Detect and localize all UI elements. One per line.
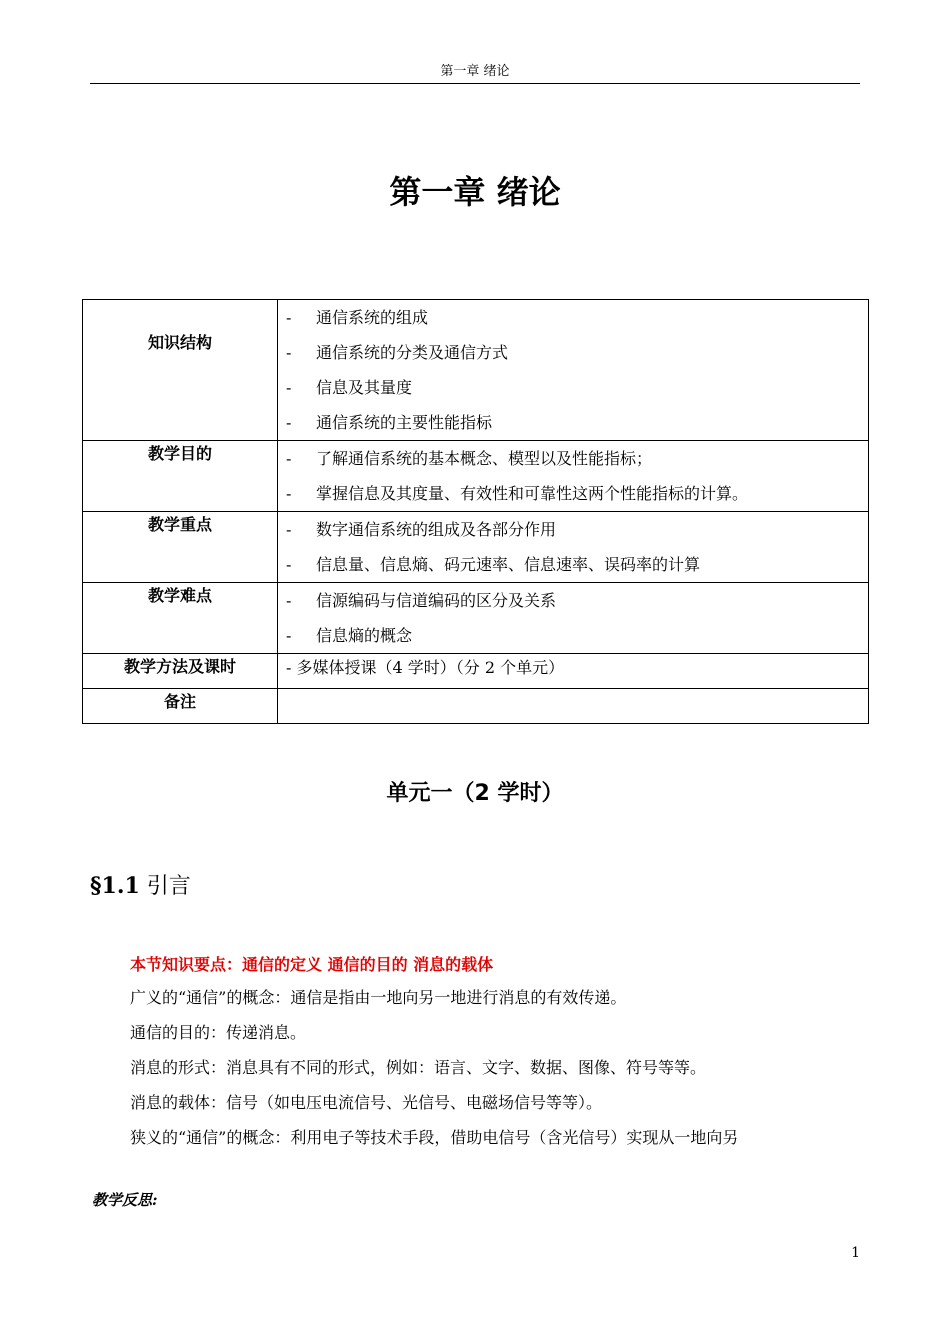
section-heading	[90, 870, 191, 903]
row-label: 知识结构	[83, 300, 278, 441]
table-row	[83, 583, 869, 654]
table-row	[83, 441, 869, 512]
table-row	[83, 689, 869, 724]
key-points: 本节知识要点：通信的定义 通信的目的 消息的载体	[130, 955, 494, 974]
row-content	[278, 583, 869, 654]
list-item: - 信源编码与信道编码的区分及关系	[286, 591, 557, 610]
row-content	[278, 512, 869, 583]
header-rule	[90, 83, 860, 84]
notes-cell	[278, 689, 869, 724]
section-number: §1.1	[90, 873, 140, 899]
table-row	[83, 512, 869, 583]
section-body	[130, 950, 870, 1155]
row-label: 备注	[83, 689, 278, 724]
list-item: - 通信系统的主要性能指标	[286, 413, 493, 432]
paragraph: 消息的载体：信号（如电压电流信号、光信号、电磁场信号等等）。	[130, 1093, 603, 1112]
unit-title: 单元一（2 学时）	[386, 781, 564, 806]
table-row	[83, 300, 869, 441]
row-content	[278, 300, 869, 441]
list-item: - 信息熵的概念	[286, 626, 413, 645]
row-label: 教学目的	[83, 441, 278, 512]
list-item: - 掌握信息及其度量、有效性和可靠性这两个性能指标的计算。	[286, 484, 749, 503]
running-header: 第一章 绪论	[440, 64, 510, 79]
section-name: 引言	[146, 874, 191, 899]
list-item: - 通信系统的组成	[286, 308, 429, 327]
list-item: - 通信系统的分类及通信方式	[286, 343, 509, 362]
row-label: 教学重点	[83, 512, 278, 583]
row-content	[278, 654, 869, 689]
paragraph: 通信的目的：传递消息。	[130, 1023, 307, 1042]
row-label: 教学方法及课时	[83, 654, 278, 689]
method-text: - 多媒体授课（4 学时）（分 2 个单元）	[286, 658, 565, 677]
syllabus-table	[82, 299, 869, 724]
paragraph: 狭义的“通信”的概念：利用电子等技术手段，借助电信号（含光信号）实现从一地向另	[130, 1128, 739, 1147]
teaching-reflection-label: 教学反思:	[92, 1191, 158, 1209]
list-item: - 信息量、信息熵、码元速率、信息速率、误码率的计算	[286, 555, 701, 574]
row-label: 教学难点	[83, 583, 278, 654]
paragraph: 消息的形式：消息具有不同的形式，例如：语言、文字、数据、图像、符号等等。	[130, 1058, 707, 1077]
chapter-title: 第一章 绪论	[389, 173, 561, 211]
table-row	[83, 654, 869, 689]
list-item: - 数字通信系统的组成及各部分作用	[286, 520, 557, 539]
paragraph: 广义的“通信”的概念：通信是指由一地向另一地进行消息的有效传递。	[130, 988, 627, 1007]
row-content	[278, 441, 869, 512]
list-item: - 信息及其量度	[286, 378, 413, 397]
list-item: - 了解通信系统的基本概念、模型以及性能指标；	[286, 449, 653, 468]
page-number: 1	[851, 1245, 860, 1261]
